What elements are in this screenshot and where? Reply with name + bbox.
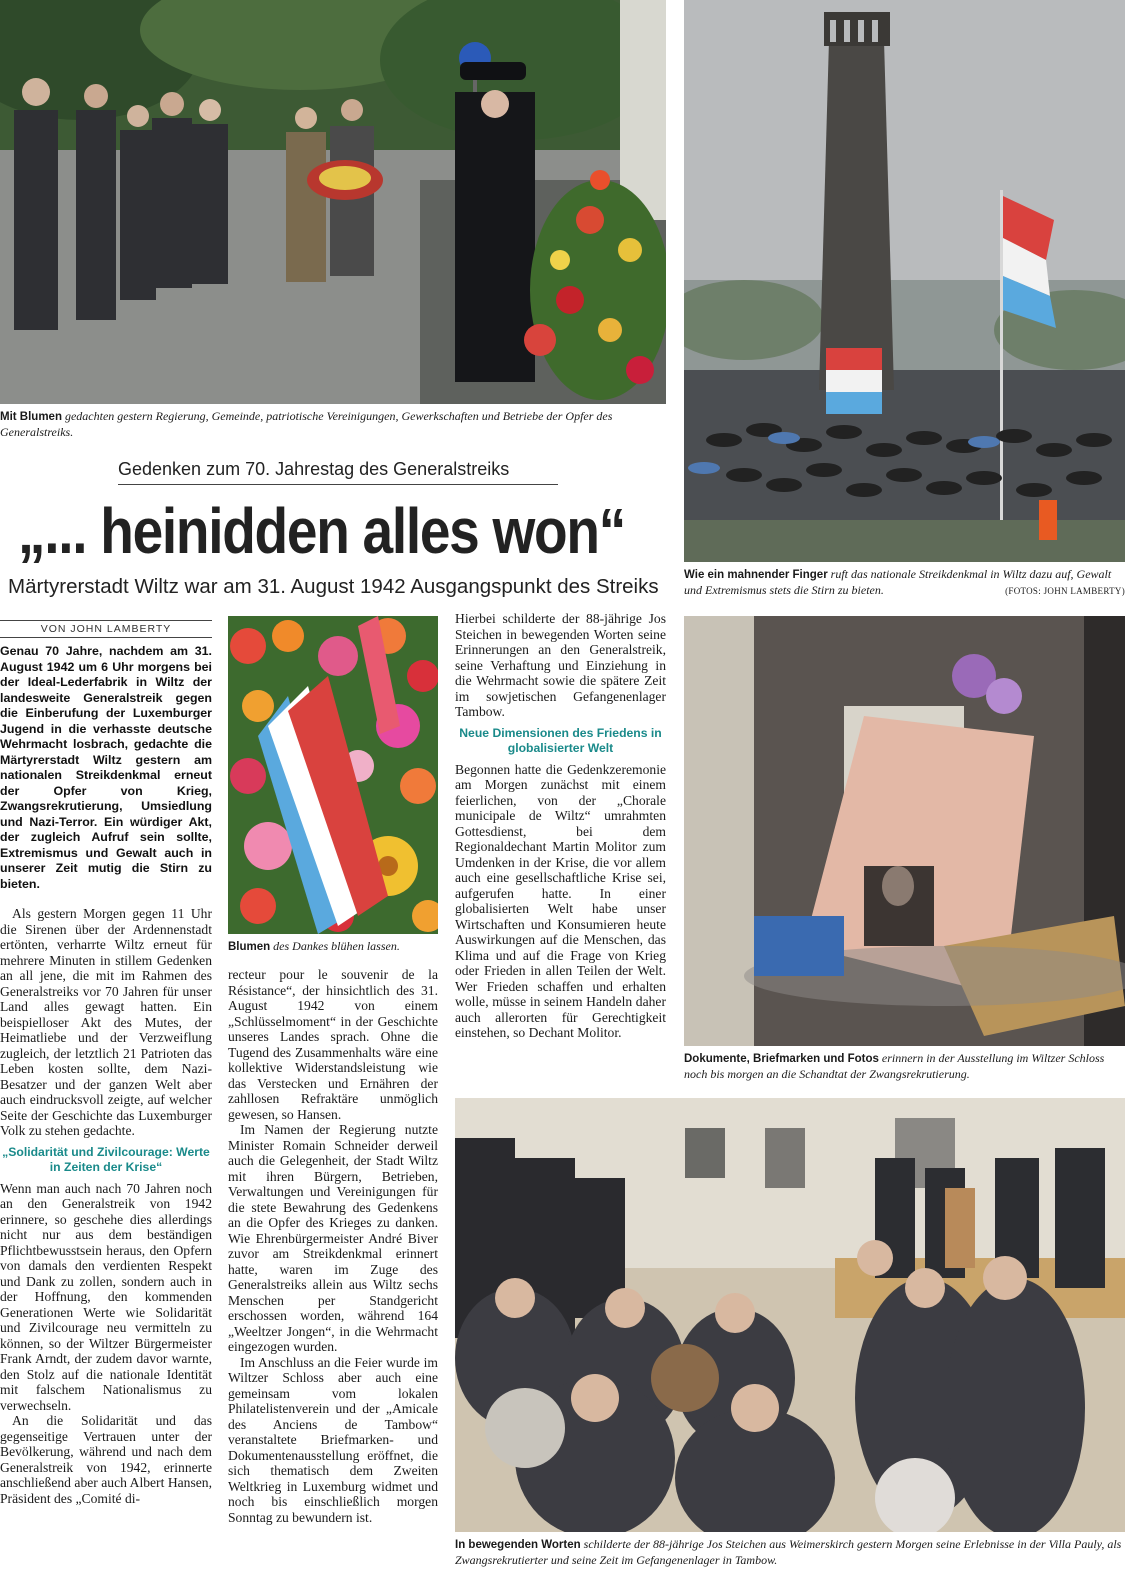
flowers-photo (228, 616, 438, 934)
caption-text: erinnern in der Ausstellung im Wiltzer Schloss noch bis morgen an die Schandtat der Zwangsrekrutierung. (684, 1051, 1105, 1081)
section-subtitle: „Solidarität und Zivilcourage: Werte in Zeiten der Krise“ (2, 1144, 210, 1174)
caption-lead: In bewegenden Worten (455, 1539, 581, 1551)
paragraph: Im Namen der Regierung nutzte Minister Romain Schneider derweil auch die Gelegenheit, der Stadt Wiltz mit ihren Bürgern, Betrieben, Verwaltungen und Vereinigungen für die stete Bewahrung des Gedenkens an die Opfer des Krieges zu danken. Wie Ehrenbürgermeister André Biver zuvor am Streikdenkmal erinnert hatte, waren im Zuge des Generalstreiks allein aus Wiltz sechs Menschen per Standgericht erschossen worden, während 164 „Weeltzer Jongen“, in die Wehrmacht eingezogen wurden. (228, 1122, 438, 1354)
article-subhead: Märtyrerstadt Wiltz war am 31. August 1942 Ausgangspunkt des Streiks (8, 575, 659, 598)
article-column-3 (455, 611, 666, 1041)
paragraph: Begonnen hatte die Gedenkzeremonie am Morgen zunächst mit einem feierlichen, von der „Chorale municipale de Wiltz“ umrahmten Gottesdienst, bei dem Regionaldechant Martin Molitor zum Umdenken in der Krise, die vor allem auch eine gesellschaftliche Krise sei, aufgerufen hatte. In einer globalisierten Welt habe unser Wirtschaften und Konsumieren heute Auswirkungen auf die Menschen, das Klima und auf die Frage von Krieg oder Frieden in allen Teilen der Welt. Wer Frieden schaffen und erhalten wolle, müsse in seinem Handeln daher auch allerorten für Gerechtigkeit einstehen, so Dechant Molitor. (455, 761, 666, 1040)
article-byline: VON JOHN LAMBERTY (0, 620, 212, 638)
paragraph: Als gestern Morgen gegen 11 Uhr die Sirenen über der Ardennenstadt ertönten, verharrte Wiltz erneut für mehrere Minuten in stillem Gedenken an all jene, die mit im Rahmen des Generalstreiks vor 70 Jahren für unser Land alles gewagt hatten. Ein beispielloser Akt des Mutes, der Heimatliebe und der Verzweiflung zugleich, der letztlich 21 Patrioten das Leben kosten sollte, dem Nazi-Besatzer und der ganzen Welt aber auch eindrucksvoll zeigte, auf welcher Seite der Geschichte das Luxemburger Volk zu stehen gedachte. (0, 906, 212, 1138)
documents-photo (684, 616, 1125, 1046)
caption-lead: Wie ein mahnender Finger (684, 569, 828, 581)
article-headline: „... heinidden alles won“ (18, 495, 625, 567)
ceremony-caption (0, 409, 666, 440)
audience-caption (455, 1537, 1125, 1568)
audience-photo (455, 1098, 1125, 1532)
ceremony-photo (0, 0, 666, 404)
section-subtitle: Neue Dimensionen des Friedens in globalisierter Welt (459, 725, 662, 755)
caption-lead: Dokumente, Briefmarken und Fotos (684, 1053, 879, 1065)
article-column-1 (0, 906, 212, 1506)
article-column-2 (228, 967, 438, 1525)
caption-lead: Mit Blumen (0, 411, 62, 423)
monument-caption (684, 567, 1125, 599)
article-intro: Genau 70 Jahre, nachdem am 31. August 1942 um 6 Uhr morgens bei der Ideal-Lederfabrik in Wiltz der landesweite Generalstreik gegen die Einberufung der Luxemburger Jugend in die verhasste deutsche Wehrmacht losbrach, gedachte die Märtyrerstadt Wiltz gestern am nationalen Streikdenkmal erneut der Opfer von Krieg, Zwangsrekrutierung, Umsiedlung und Nazi-Terror. Ein würdiger Akt, der zugleich Aufruf sein sollte, Extremismus und Gewalt auch in unserer Zeit mutig die Stirn zu bieten. (0, 644, 212, 891)
caption-text: des Dankes blühen lassen. (270, 939, 400, 953)
documents-caption (684, 1051, 1125, 1082)
caption-text: schilderte der 88-jährige Jos Steichen aus Weimerskirch gestern Morgen seine Erlebnisse in der Villa Pauly, als Zwangsrekrutierter und seine Zeit im Gefangenenlager in Tambow. (455, 1537, 1122, 1567)
paragraph: recteur pour le souvenir de la Résistance“, der hinsichtlich des 31. August 1942 von einem „Schlüsselmoment“ in der Geschichte unseres Landes sprach. Ohne die Tugend des Zusammenhalts wäre eine kollektive Widerstandsleistung wie das Verstecken und Ernähren der zahllosen Refraktäre unmöglich gewesen, so Hansen. (228, 967, 438, 1122)
flowers-caption (228, 939, 438, 955)
paragraph: Im Anschluss an die Feier wurde im Wiltzer Schloss aber auch eine gemeinsam vom lokalen Philatelistenverein und der „Amicale des Anciens de Tambow“ veranstaltete Briefmarken- und Dokumentenausstellung eröffnet, die sich thematisch dem Zweiten Weltkrieg in Luxemburg widmet und noch bis einschließlich morgen Sonntag zu bewundern ist. (228, 1354, 438, 1525)
monument-photo (684, 0, 1125, 562)
article-kicker: Gedenken zum 70. Jahrestag des Generalstreiks (118, 458, 558, 485)
caption-lead: Blumen (228, 941, 271, 953)
photo-credit: (FOTOS: JOHN LAMBERTY) (1005, 586, 1125, 596)
caption-text: ruft das nationale Streikdenkmal in Wiltz dazu auf, Gewalt und Extremismus stets die Stirn zu bieten. (684, 567, 1112, 597)
caption-text: gedachten gestern Regierung, Gemeinde, patriotische Vereinigungen, Gewerkschaften und Betriebe der Opfer des Generalstreiks. (0, 409, 613, 439)
paragraph: Hierbei schilderte der 88-jährige Jos Steichen in bewegenden Worten seine Erinnerungen an den Generalstreik, seine Verhaftung und Einziehung in die Wehrmacht sowie die spätere Zeit im sowjetischen Gefangenenlager Tambow. (455, 611, 666, 719)
paragraph: An die Solidarität und das gegenseitige Vertrauen unter der Bevölkerung, während und nach dem Generalstreik von 1942, erinnerte anschließend aber auch Albert Hansen, Präsident des „Comité di- (0, 1413, 212, 1506)
paragraph: Wenn man auch nach 70 Jahren noch an den Generalstreik von 1942 erinnere, so geschehe dies allerdings nicht nur aus dem beständigen Pflichtbewusstsein heraus, den Opfern von damals den verdienten Respekt und Dank zu zollen, sondern auch in der Hoffnung, den kommenden Generationen Werte wie Solidarität und Zivilcourage neu vermitteln zu können, so der Wiltzer Bürgermeister Frank Arndt, der zudem davor warnte, den Stolz auf die nationale Identität mit falschem Nationalismus zu verwechseln. (0, 1180, 212, 1413)
